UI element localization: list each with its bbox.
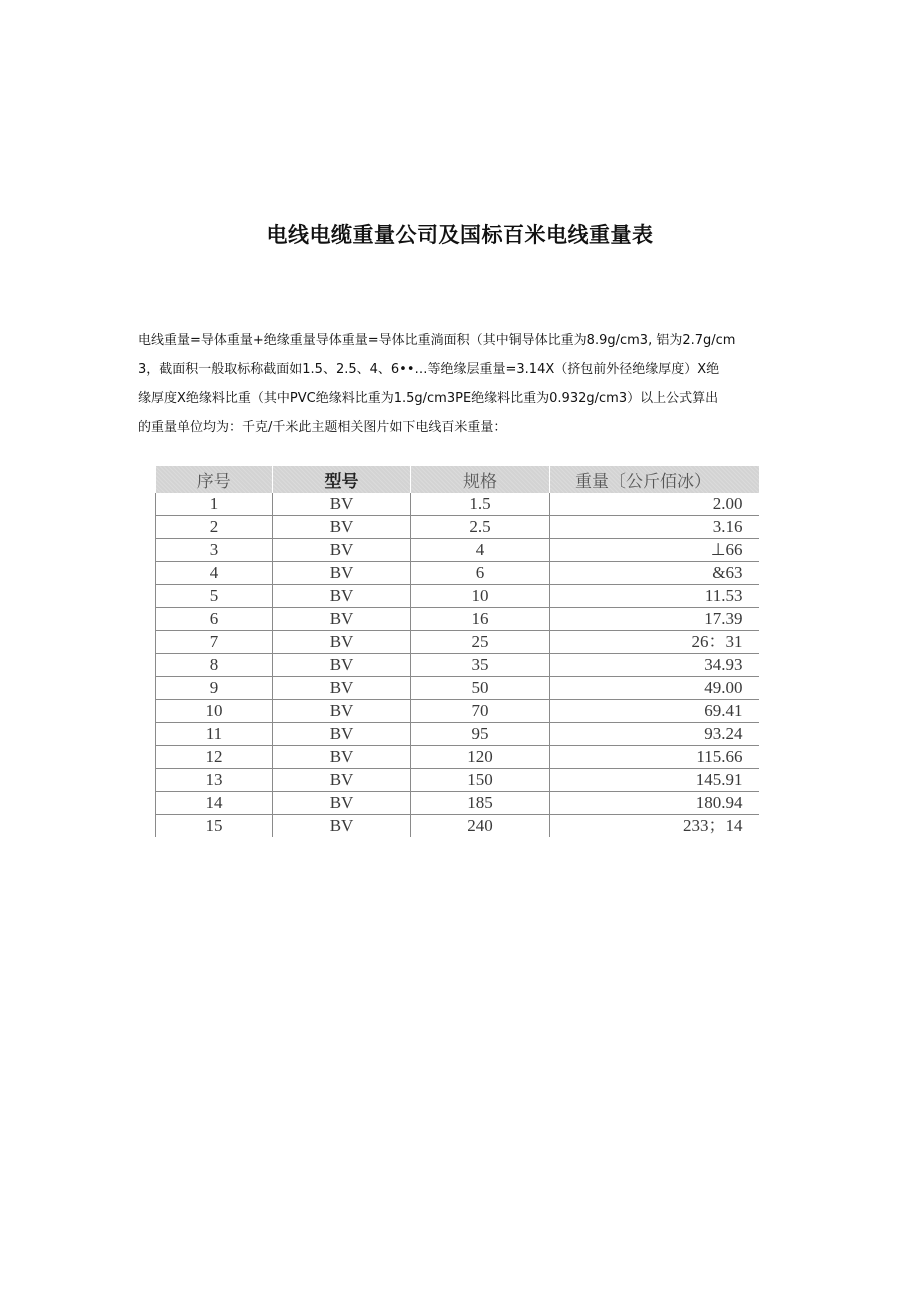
header-serial-number: 序号 — [156, 466, 273, 493]
table-row — [156, 562, 759, 585]
serial-cell: 9 — [156, 677, 273, 700]
model-cell: BV — [273, 769, 411, 792]
serial-cell: 4 — [156, 562, 273, 585]
table-row — [156, 539, 759, 562]
table-body — [156, 493, 759, 837]
serial-cell: 15 — [156, 815, 273, 838]
spec-cell: 6 — [411, 562, 550, 585]
spec-cell: 70 — [411, 700, 550, 723]
weight-cell: 3.16 — [550, 516, 759, 539]
spec-cell: 1.5 — [411, 493, 550, 516]
model-cell: BV — [273, 608, 411, 631]
table-row — [156, 654, 759, 677]
table-row — [156, 746, 759, 769]
model-cell: BV — [273, 654, 411, 677]
weight-cell: 26：31 — [550, 631, 759, 654]
serial-cell: 3 — [156, 539, 273, 562]
spec-cell: 10 — [411, 585, 550, 608]
header-specification: 规格 — [411, 466, 550, 493]
weight-cell: 2.00 — [550, 493, 759, 516]
model-cell: BV — [273, 562, 411, 585]
model-cell: BV — [273, 815, 411, 838]
wire-weight-table — [155, 466, 759, 837]
spec-cell: 35 — [411, 654, 550, 677]
spec-cell: 25 — [411, 631, 550, 654]
spec-cell: 16 — [411, 608, 550, 631]
spec-cell: 120 — [411, 746, 550, 769]
table-row — [156, 516, 759, 539]
spec-cell: 4 — [411, 539, 550, 562]
model-cell: BV — [273, 631, 411, 654]
model-cell: BV — [273, 792, 411, 815]
weight-cell: 233；14 — [550, 815, 759, 838]
serial-cell: 12 — [156, 746, 273, 769]
table-row — [156, 493, 759, 516]
serial-cell: 5 — [156, 585, 273, 608]
intro-line: 3，截面积一般取标称截面如1.5、2.5、4、6••…等绝缘层重量=3.14X（挤包前外径绝缘厚度）X绝 — [138, 362, 720, 377]
header-weight: 重量〔公斤佰冰） — [550, 466, 759, 493]
weight-cell: 93.24 — [550, 723, 759, 746]
model-cell: BV — [273, 539, 411, 562]
table-row — [156, 631, 759, 654]
serial-cell: 6 — [156, 608, 273, 631]
serial-cell: 7 — [156, 631, 273, 654]
table-row — [156, 769, 759, 792]
weight-cell: &63 — [550, 562, 759, 585]
weight-cell: 180.94 — [550, 792, 759, 815]
spec-cell: 150 — [411, 769, 550, 792]
serial-cell: 13 — [156, 769, 273, 792]
table-row — [156, 608, 759, 631]
model-cell: BV — [273, 516, 411, 539]
spec-cell: 240 — [411, 815, 550, 838]
serial-cell: 2 — [156, 516, 273, 539]
table-row — [156, 677, 759, 700]
table-row — [156, 700, 759, 723]
spec-cell: 2.5 — [411, 516, 550, 539]
weight-cell: ⊥66 — [550, 539, 759, 562]
model-cell: BV — [273, 677, 411, 700]
spec-cell: 95 — [411, 723, 550, 746]
spec-cell: 50 — [411, 677, 550, 700]
weight-cell: 49.00 — [550, 677, 759, 700]
weight-cell: 34.93 — [550, 654, 759, 677]
table-row — [156, 815, 759, 838]
weight-cell: 11.53 — [550, 585, 759, 608]
model-cell: BV — [273, 746, 411, 769]
model-cell: BV — [273, 723, 411, 746]
weight-cell: 17.39 — [550, 608, 759, 631]
serial-cell: 1 — [156, 493, 273, 516]
weight-cell: 69.41 — [550, 700, 759, 723]
table-header-row — [156, 466, 759, 493]
serial-cell: 10 — [156, 700, 273, 723]
spec-cell: 185 — [411, 792, 550, 815]
intro-line: 缘厚度X绝缘料比重（其中PVC绝缘料比重为1.5g/cm3PE绝缘料比重为0.932g/cm3）以上公式算出 — [138, 391, 719, 406]
weight-cell: 115.66 — [550, 746, 759, 769]
serial-cell: 14 — [156, 792, 273, 815]
intro-line: 的重量单位均为：千克/千米此主题相关图片如下电线百米重量： — [138, 420, 507, 435]
table-row — [156, 723, 759, 746]
model-cell: BV — [273, 700, 411, 723]
table-row — [156, 585, 759, 608]
header-model: 型号 — [273, 466, 411, 493]
serial-cell: 11 — [156, 723, 273, 746]
model-cell: BV — [273, 585, 411, 608]
weight-cell: 145.91 — [550, 769, 759, 792]
intro-line: 电线重量=导体重量+绝缘重量导体重量=导体比重淌面积（其中铜导体比重为8.9g/cm3, 铝为2.7g/cm — [138, 333, 736, 348]
table-row — [156, 792, 759, 815]
document-title: 电线电缆重量公司及国标百米电线重量表 — [266, 223, 654, 247]
serial-cell: 8 — [156, 654, 273, 677]
intro-paragraph — [138, 326, 778, 442]
model-cell: BV — [273, 493, 411, 516]
